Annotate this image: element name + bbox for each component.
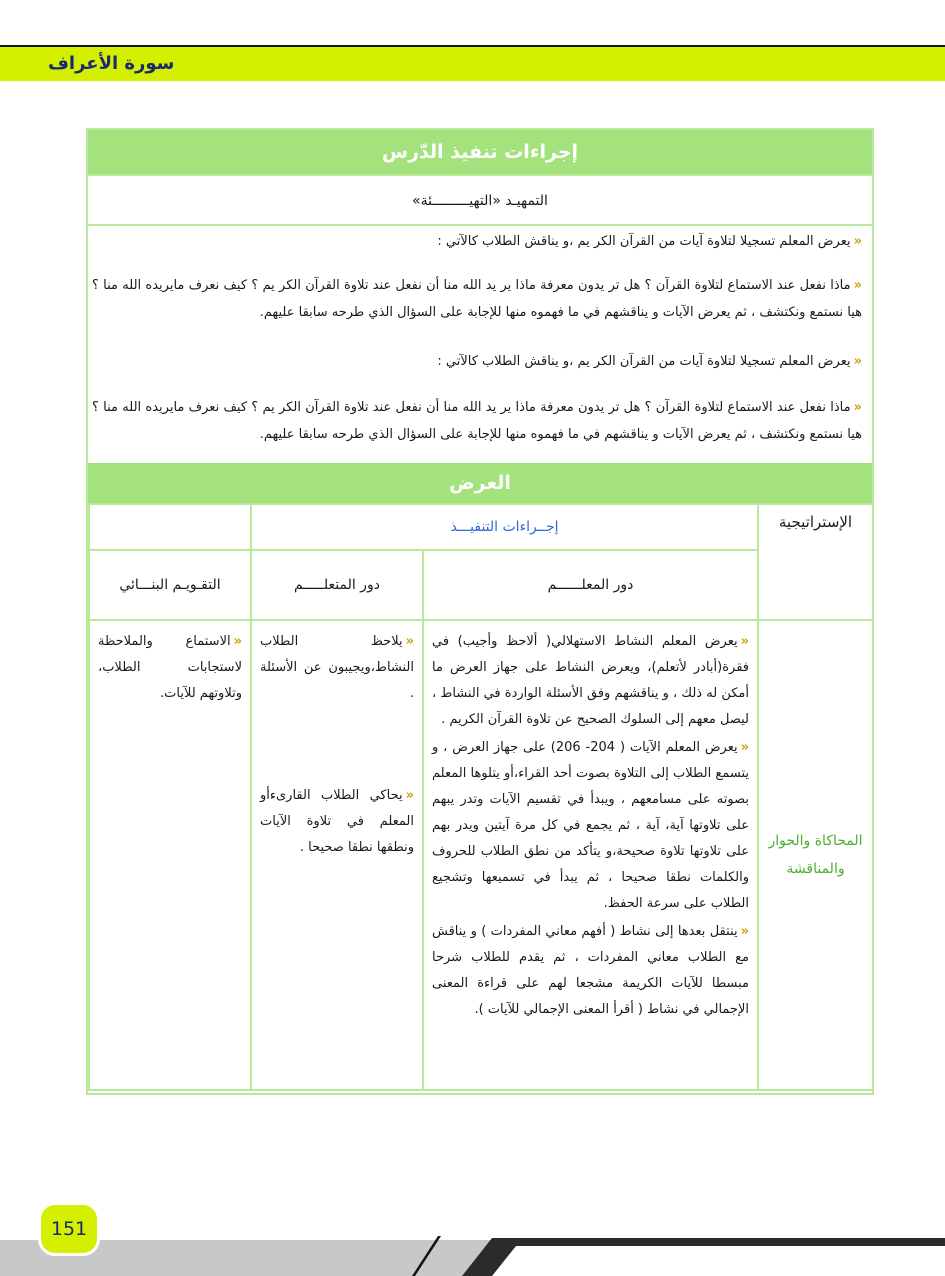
- assessment-cell: [89, 620, 251, 1090]
- intro-heading: التمهيـد «التهيـــــــــئة»: [88, 174, 872, 226]
- page-number: 151: [41, 1205, 97, 1253]
- bullet-icon: «: [853, 278, 862, 293]
- procedures-table: [88, 503, 874, 1091]
- strategy-value: المحاكاة والحوار والمناقشة: [758, 620, 873, 1090]
- empty-cell: [89, 504, 251, 550]
- execution-header: إجــراءات التنفيـــذ: [251, 504, 758, 550]
- surah-title: سورة الأعراف: [48, 53, 175, 74]
- bullet-icon: «: [405, 634, 414, 649]
- bullet-icon: «: [740, 740, 750, 755]
- teacher-role-cell: [423, 620, 758, 1090]
- bullet-icon: «: [853, 234, 862, 249]
- assessment-header: التقـويـم البنـــائي: [89, 550, 251, 620]
- bullet-icon: «: [740, 634, 749, 649]
- bullet-icon: «: [853, 354, 862, 369]
- assessment-item: «الاستماع والملاحظة لاستجابات الطلاب، وتلاوتهم للآيات.: [98, 634, 242, 701]
- teacher-step: «يعرض المعلم الآيات ( 204- 206) على جهاز العرض ، و يتسمع الطلاب إلى التلاوة بصوت أحد القراء،أو يتلوها المعلم بصوته على مسامعهم ، ويبدأ في تقسيم الآيات وتدر يبهم على تلاوتها آية، آية ، ثم يجمع في كل مرة آيتين ويدر بهم على تلاوتها تلاوة صحيحة،و يتأكد من نطق الطلاب للحروف والكلمات نطقا صحيحا ، ثم يبدأ في تسميعها وتشجيع الطلاب على سرعة الحفظ.: [432, 740, 750, 911]
- intro-item: «ماذا نفعل عند الاستماع لتلاوة القرآن ؟ هل تر يدون معرفة ماذا ير يد الله منا أن نفعل عند تلاوة القرآن الكر يم ؟ كيف نعرف مايريده الله منا ؟ هيا نستمع ونكتشف ، ثم يعرض الآيات و يناقشهم في ما فهموه منها للإجابة على السؤال الذي طرحه سابقا عليهم.: [92, 400, 862, 442]
- bullet-icon: «: [740, 924, 749, 939]
- teacher-step: «ينتقل بعدها إلى نشاط ( أفهم معاني المفردات ) و يناقش مع الطلاب معاني المفردات ، ثم يقدم للطلاب شرحا مبسطا للآيات الكريمة مشجعا لهم على قراءة المعنى الإجمالي في نشاط ( أقرأ المعنى الإجمالي للآيات ).: [432, 924, 749, 1017]
- strategy-header: الإستراتيجية: [758, 504, 873, 620]
- bullet-icon: «: [233, 634, 242, 649]
- intro-body: [88, 226, 872, 463]
- intro-item: «ماذا نفعل عند الاستماع لتلاوة القرآن ؟ هل تر يدون معرفة ماذا ير يد الله منا أن نفعل عند تلاوة القرآن الكر يم ؟ كيف نعرف مايريده الله منا ؟ هيا نستمع ونكتشف ، ثم يعرض الآيات و يناقشهم في ما فهموه منها للإجابة على السؤال الذي طرحه سابقا عليهم.: [92, 278, 862, 320]
- bullet-icon: «: [405, 788, 414, 803]
- procedures-banner: إجراءات تنفيذ الدّرس: [88, 130, 872, 174]
- footer-accent-inner: [492, 1246, 945, 1276]
- learner-step: «يلاحظ الطلاب النشاط،ويجيبون عن الأسئلة .: [260, 634, 414, 701]
- teacher-role-header: دور المعلــــــم: [423, 550, 758, 620]
- intro-item: «يعرض المعلم تسجيلا لتلاوة آيات من القرآن الكر يم ،و يناقش الطلاب كالآتي :: [437, 234, 862, 249]
- display-banner: العرض: [88, 463, 872, 503]
- learner-step: «يحاكي الطلاب القارىءأو المعلم في تلاوة الآيات ونطقها نطقا صحيحا .: [260, 788, 414, 855]
- teacher-step: «يعرض المعلم النشاط الاستهلالي( ألاحظ وأجيب) في فقرة(أبادر لأتعلم)، ويعرض النشاط على جهاز العرض ما أمكن له ذلك ، و يناقشهم وفق الأسئلة الواردة في النشاط ، ليصل معهم إلى السلوك الصحيح عن تلاوة القرآن الكريم .: [432, 634, 749, 727]
- lesson-frame: [86, 128, 874, 1095]
- learner-role-header: دور المتعلـــــم: [251, 550, 423, 620]
- bullet-icon: «: [853, 400, 862, 415]
- intro-item: «يعرض المعلم تسجيلا لتلاوة آيات من القرآن الكر يم ،و يناقش الطلاب كالآتي :: [437, 354, 862, 369]
- learner-role-cell: [251, 620, 423, 1090]
